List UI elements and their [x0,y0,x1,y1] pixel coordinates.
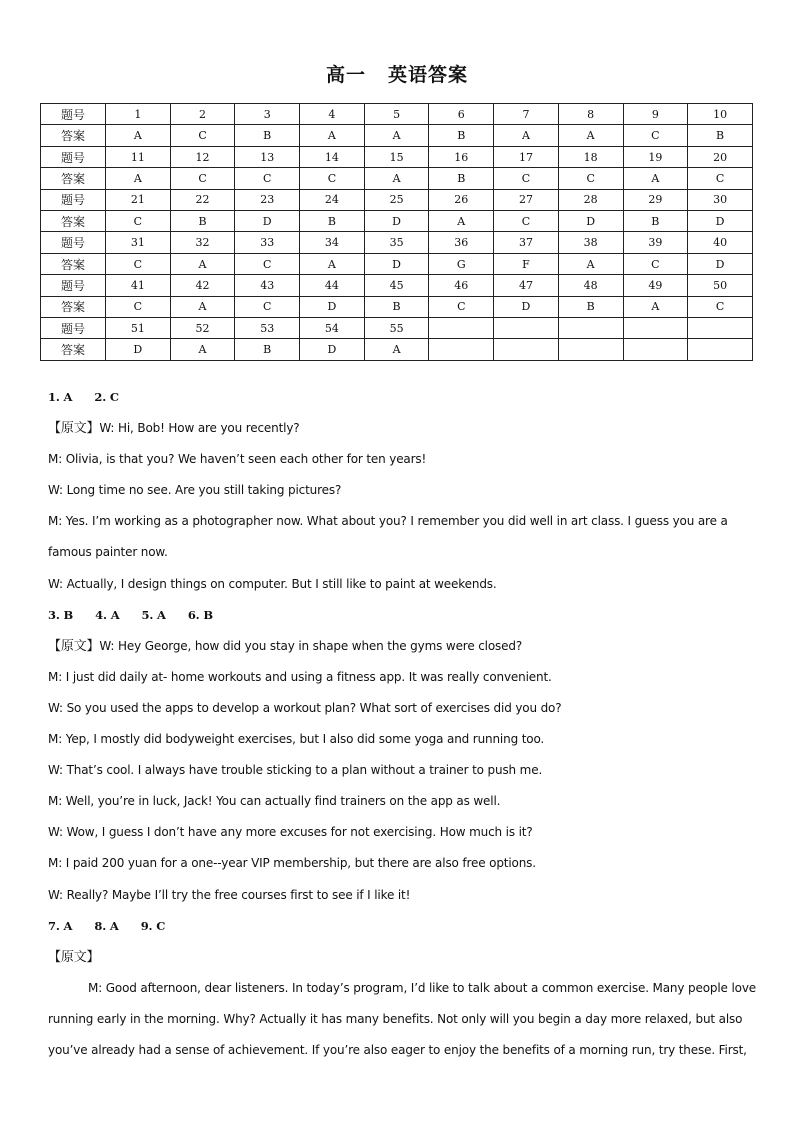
table-cell: 54 [300,318,365,339]
title-subject: 英语答案 [388,64,469,86]
answer-line-3 [48,911,748,942]
table-cell: 32 [170,232,235,253]
table-cell [623,318,688,339]
table-cell: 37 [494,232,559,253]
answer-item: 1. A [48,390,73,404]
table-cell: C [688,296,753,317]
table-cell: 51 [106,318,171,339]
table-cell: A [364,168,429,189]
table-cell [688,318,753,339]
answer-line-2 [48,600,748,631]
table-cell: 10 [688,104,753,125]
table-cell: 11 [106,146,171,167]
table-cell: A [364,339,429,361]
table-cell: 25 [364,189,429,210]
table-cell: 13 [235,146,300,167]
table-row [41,253,753,274]
table-cell: A [623,296,688,317]
table-cell: A [300,253,365,274]
row-label: 答案 [41,211,106,232]
table-row [41,168,753,189]
table-cell: A [623,168,688,189]
table-cell: A [170,296,235,317]
transcript-line [48,942,748,973]
table-cell: 29 [623,189,688,210]
table-cell: D [300,339,365,361]
row-label: 题号 [41,275,106,296]
answer-item: 5. A [141,607,166,622]
table-cell [558,339,623,361]
table-cell: C [429,296,494,317]
table-cell: B [364,296,429,317]
answer-table [40,103,753,361]
table-cell: A [364,125,429,146]
table-cell: A [429,211,494,232]
answer-item: 6. B [187,607,213,622]
table-cell: A [494,125,559,146]
table-row [41,318,753,339]
table-cell: B [235,339,300,361]
original-text-label: 【原文】 [48,949,100,965]
table-row [41,232,753,253]
table-cell: A [106,125,171,146]
table-cell: 14 [300,146,365,167]
table-cell: A [300,125,365,146]
answer-item: 7. A [48,918,73,933]
answer-item: 9. C [140,918,166,933]
answer-line-1 [48,382,748,413]
table-cell: F [494,253,559,274]
transcript-line: W: Really? Maybe I’ll try the free courses first to see if I like it! [48,887,411,902]
transcript-line: M: Good afternoon, dear listeners. In today’s program, I’d like to talk about a common exercise. Many people love [88,980,757,995]
table-cell: 20 [688,146,753,167]
table-cell: 53 [235,318,300,339]
table-row [41,189,753,210]
transcript-line: running early in the morning. Why? Actually it has many benefits. Not only will you begin a day more relaxed, but also [48,1011,743,1026]
table-cell: B [170,211,235,232]
table-cell: C [170,125,235,146]
table-cell: 50 [688,275,753,296]
table-cell: A [558,125,623,146]
table-cell [558,318,623,339]
table-cell: 48 [558,275,623,296]
table-cell: G [429,253,494,274]
table-cell: 17 [494,146,559,167]
table-cell: C [623,125,688,146]
table-cell: 1 [106,104,171,125]
transcript-line: M: Well, you’re in luck, Jack! You can actually find trainers on the app as well. [48,794,501,809]
transcript-line: famous painter now. [48,545,168,560]
table-cell [429,339,494,361]
table-cell: 21 [106,189,171,210]
table-cell: C [170,168,235,189]
table-cell: 6 [429,104,494,125]
table-row [41,339,753,361]
table-cell: B [623,211,688,232]
table-cell: A [170,339,235,361]
table-cell: 5 [364,104,429,125]
table-row [41,146,753,167]
original-text-label: 【原文】 [48,638,100,654]
answer-item: 4. A [95,607,120,622]
table-cell: 41 [106,275,171,296]
table-cell: 27 [494,189,559,210]
table-cell: D [106,339,171,361]
row-label: 题号 [41,189,106,210]
table-cell: 26 [429,189,494,210]
table-cell: 47 [494,275,559,296]
transcript-line: W: That’s cool. I always have trouble sticking to a plan without a trainer to push me. [48,763,543,778]
answer-item: 8. A [94,918,119,933]
table-cell: 12 [170,146,235,167]
table-cell [688,339,753,361]
table-cell: D [364,211,429,232]
table-cell: 46 [429,275,494,296]
table-cell: 40 [688,232,753,253]
table-cell: C [106,253,171,274]
table-cell: B [688,125,753,146]
table-cell: B [300,211,365,232]
transcript-line: W: Actually, I design things on computer. But I still like to paint at weekends. [48,576,497,591]
table-row [41,275,753,296]
table-cell: 43 [235,275,300,296]
table-cell: 8 [558,104,623,125]
table-cell: 2 [170,104,235,125]
row-label: 题号 [41,318,106,339]
table-cell: 16 [429,146,494,167]
table-cell: 34 [300,232,365,253]
table-cell: C [106,296,171,317]
table-cell: 18 [558,146,623,167]
table-cell: D [688,211,753,232]
table-cell: 22 [170,189,235,210]
table-cell: 15 [364,146,429,167]
table-cell: 33 [235,232,300,253]
transcript-line: 【原文】W: Hey George, how did you stay in shape when the gyms were closed? [48,638,523,654]
table-cell: 44 [300,275,365,296]
table-cell: B [235,125,300,146]
table-cell: 3 [235,104,300,125]
table-cell: 23 [235,189,300,210]
table-cell [494,339,559,361]
table-cell: C [106,211,171,232]
table-cell: 52 [170,318,235,339]
table-row [41,125,753,146]
transcript-line: M: I just did daily at- home workouts and using a fitness app. It was really convenient. [48,669,552,684]
table-cell: 45 [364,275,429,296]
table-cell: A [106,168,171,189]
answer-item: 3. B [48,607,74,622]
transcript-line: W: Wow, I guess I don’t have any more excuses for not exercising. How much is it? [48,825,533,840]
table-cell: 30 [688,189,753,210]
transcript-line: W: So you used the apps to develop a workout plan? What sort of exercises did you do? [48,700,562,715]
table-row [41,296,753,317]
transcript-line: W: Long time no see. Are you still taking pictures? [48,483,342,498]
table-cell: 7 [494,104,559,125]
table-cell: 55 [364,318,429,339]
table-cell: C [235,296,300,317]
table-cell: 31 [106,232,171,253]
table-cell: D [300,296,365,317]
table-cell: C [494,168,559,189]
table-cell: 42 [170,275,235,296]
table-cell: D [494,296,559,317]
table-cell: 38 [558,232,623,253]
transcript-line: M: I paid 200 yuan for a one--year VIP membership, but there are also free options. [48,856,536,871]
row-label: 答案 [41,296,106,317]
table-cell: 39 [623,232,688,253]
table-cell: D [558,211,623,232]
table-cell [494,318,559,339]
table-cell: 19 [623,146,688,167]
table-cell: A [170,253,235,274]
table-cell: C [623,253,688,274]
transcript-line: you’ve already had a sense of achievement. If you’re also eager to enjoy the benefits of a morning run, try these. First, [48,1042,747,1057]
table-row [41,104,753,125]
table-cell: D [364,253,429,274]
table-cell: 49 [623,275,688,296]
table-cell: 9 [623,104,688,125]
table-cell: C [235,253,300,274]
table-cell: 4 [300,104,365,125]
answer-item: 2. C [94,390,119,404]
transcript-line: M: Olivia, is that you? We haven’t seen each other for ten years! [48,452,427,467]
row-label: 题号 [41,146,106,167]
transcript-line: M: Yep, I mostly did bodyweight exercises, but I also did some yoga and running too. [48,732,545,747]
table-cell: 35 [364,232,429,253]
table-cell [429,318,494,339]
table-cell: C [300,168,365,189]
table-cell: B [429,125,494,146]
page-title [0,60,794,87]
table-cell [623,339,688,361]
table-cell: 24 [300,189,365,210]
table-cell: C [494,211,559,232]
transcript-line: M: Yes. I’m working as a photographer now. What about you? I remember you did well in art class. I guess you are a [48,514,728,529]
table-row [41,211,753,232]
table-cell: C [235,168,300,189]
row-label: 答案 [41,168,106,189]
table-cell: B [429,168,494,189]
row-label: 答案 [41,253,106,274]
table-cell: C [558,168,623,189]
title-grade: 高一 [325,64,366,86]
original-text-label: 【原文】 [48,421,100,437]
table-cell: 28 [558,189,623,210]
row-label: 题号 [41,104,106,125]
transcript-line: 【原文】W: Hi, Bob! How are you recently? [48,421,300,437]
row-label: 答案 [41,339,106,361]
table-cell: D [688,253,753,274]
table-cell: B [558,296,623,317]
row-label: 题号 [41,232,106,253]
table-cell: 36 [429,232,494,253]
table-cell: D [235,211,300,232]
row-label: 答案 [41,125,106,146]
table-cell: A [558,253,623,274]
answer-text [48,382,757,1066]
table-cell: C [688,168,753,189]
